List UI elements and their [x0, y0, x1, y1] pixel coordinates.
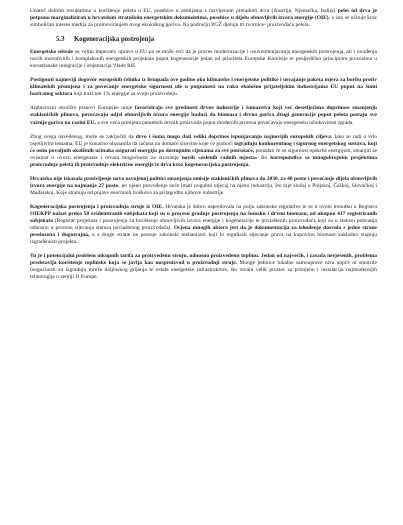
p6-run: Ocjena mnogih aktera jest da je dokumentacija za ishođenje dozvola s jedne strane preslozena i dugotrajna,: [30, 225, 377, 239]
paragraph-tariffs: [30, 253, 377, 281]
p3-run: Ambiciozni okolišni planovi Europske unije: [30, 105, 135, 112]
p7-run: Mnoge jedinice lokalne samouprave nisu uopće ni smotrile mogućnosti za izgradnju mreže daljinskog grijanja te ostale energetske infrastrukture, što otvara velik prostor za primjenu i instalaciju najmodernijih tehnologija u zemlji JI Europe.: [30, 260, 377, 281]
p5-run: , jer njeno provođenje neće imati pogubni utjecaj na njenu industriju, što nije slučaj u Poljskoj, Češkoj, Slovačkoj i Mađarskoj. Koje strahuju od pojave enormnih troškova za prilagodbu njihove industrije.: [30, 182, 377, 196]
intro-run: Unatoč dobrim rezultatima u korištenju peleta u EU, posebice u zemljama s razvijenom preradom drva (Austrija, Njemačka, Italija): [30, 8, 338, 14]
p3-run: favoriziraju sve prednosti drvne industrije i šumarstva koji već desetljećima doprinose smanjenju stakleničkih plinova, povećavaju udjel obnovljivih izvora energije budući da biomasa i drvna goriva drugi generacije poput peleta postaju sve važnije gorivo na razini EU,: [30, 105, 377, 126]
p4-run: korespondira sa mnogobrojnim projektima proizvodnje peleta ili proizvodnje električne energije iz drva kroz kogeneracijska postrojenja.: [30, 154, 377, 168]
paragraph-eu-plans: [30, 105, 377, 126]
p1-run: su veliki imperativ upravo u EU pa se može reći da je proces modernizacije i osuvremenjavanja energetskih postrojenja, ali i uvođenja novih inovativnih i kompleksnih energetskih projekata poput kogeneracije jedan od prioriteta Europske Komisije te posljedično principnim procesima u euroatlanske integracije i orijentacija Vlade RH.: [30, 49, 377, 70]
paragraph-energy-savings: [30, 49, 377, 70]
section-heading: [30, 36, 377, 44]
p7-run: Tu je i potencijalni problem otkupnih tarifa za proizvedenu struju, odnosno proizvedenu toplinu. Jedan od najvećih, i zasada nerješenih, problema predstavlja korištenje toplinske koja se javlja kao nusproizvod u proizvodnji struje.: [30, 253, 377, 267]
p2-run: Postignuti najnoviji dogovor europskih čelnika iz listopada ove godine oko klimatske i energetske politike i usvajanje paketa mjera za borbu protiv klimatskih promjena i za povećanje energetske sigurnosti ide u potpunosti na ruku ekološno prijateljskim industrijama EU poput na šumi baziranog sektora: [30, 77, 377, 98]
p4-run: novih «zelenih radnih mjesta»: [181, 154, 258, 161]
section-title: Kogeneracijska postrojenja: [74, 36, 155, 44]
p4-run: Zbog svega navedenog, može se zaključiti da: [30, 133, 136, 140]
p6-run: Kogeneracijska postrojenja i proizvodnja struje iz OIE.: [30, 203, 164, 210]
p3-run: a sve veća primjena pametnih drvnih proizvoda poput modernih procesa povećavaju energetsku učinkovitost zgrada.: [95, 119, 354, 126]
p6-run: OIEKPP nalazi preko 50 evidentiranih subjekata koji su u procesu gradnje postrojenja na šumsku i drvnu biomasu, od ukupno 417 registriranih subjekata: [30, 210, 377, 225]
p6-run: a s druge strane ne postoje zakonski mehanizmi koji bi regulirali stjecanje prava na kupovinu biomase sukladno stupnju izgrađenosti projekta.: [30, 232, 377, 246]
p4-run: drvo i šuma mogu dati veliki doprinos ispunjavanju najnovijih europskih ciljeva.: [135, 133, 333, 140]
paragraph-croatia-policy: [30, 176, 377, 197]
p2-run: koji traži tek 1% energije za svoju proizvodnju.: [72, 91, 179, 98]
paragraph-wood-forest: [30, 134, 377, 169]
p4-run: pouzdan će se sigurnost opskrbe energijom, smanjiti se ovisnost o uvozu energenata i otvara mogućnosti za stvaranje: [30, 147, 377, 161]
p6-run: Hrvatska je dobro napredovala na polju zakonske regulative te se u ovom trenutku u Registru: [163, 203, 377, 210]
p4-run: izgradnju konkurentnog i sigurnog energetskog sustava, koji će osim povoljnih okolišnih učinaka osigurati energiju po dostupnim cijenama za sve potrošače,: [30, 140, 377, 154]
p4-run: Iako se radi o vrlo osjetljivim temama, EU je konačno obznanila da računa na domaće sirovine koje će pomoći: [30, 133, 378, 147]
intro-run: pelet od drva je potpuno marginaliziran u hrvatskim strateškim energetskim dokumentima, posebice u dijelu obnovljivih izvora energije (OIE): [30, 8, 378, 22]
paragraph-cogeneration-oie: [30, 204, 377, 246]
paragraph-climate-agreement: [30, 77, 377, 98]
p6-run: (Registar projekata i postrojenja za korištenje obnovljivih izvora energije i kogeneracije te povlaštenih proizvođača koji su u statusu poticanja odnosno u procesu stjecanja statusa povlaštenog proizvođača).: [30, 218, 377, 232]
p1-run: Energetske uštede: [30, 49, 73, 56]
p5-run: Hrvatska nije iskazala protivljenje novo usvojenoj politici smanjenja emisije stakleničkih plinova do 2030. za 40 posto i povećanje dijela obnovljivih izvora energije na najmanje 27 posto: [30, 175, 377, 189]
intro-paragraph: [30, 8, 377, 29]
p4-run: što: [257, 154, 271, 161]
intro-run: , a isto se očituje kroz simboličan interes medija za promoviranjem ovog ekološkog goriva. Na području PGŽ djeluju tri tvornice- proizvođača peleta.: [30, 15, 377, 29]
section-number: 5.3: [56, 36, 65, 44]
